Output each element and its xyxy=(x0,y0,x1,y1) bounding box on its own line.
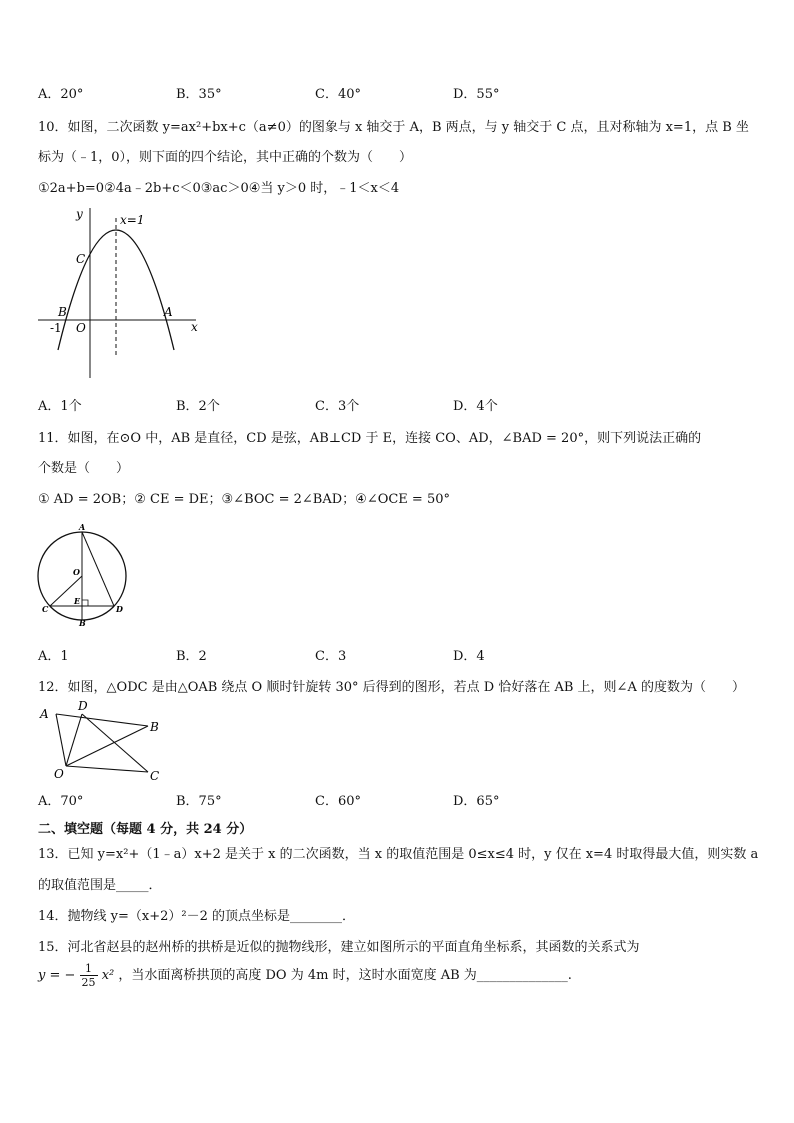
label-e: E xyxy=(74,596,81,606)
label-a: A xyxy=(79,522,86,532)
segment-oa xyxy=(56,714,66,766)
segment-ob xyxy=(66,726,148,766)
q15-stem-line1: 15．河北省赵县的赵州桥的拱桥是近似的抛物线形，建立如图所示的平面直角坐标系，其函数的关系式为 xyxy=(38,940,640,955)
formula-suffix: x² xyxy=(101,968,115,983)
section-fill-in-title: 二、填空题（每题 4 分，共 24 分） xyxy=(38,822,253,837)
symmetry-label: x=1 xyxy=(120,213,145,227)
segment-ab xyxy=(56,714,148,726)
q9-option-a[interactable]: A．20° xyxy=(38,87,84,102)
q11-option-c[interactable]: C．3 xyxy=(315,649,347,664)
q11-option-d[interactable]: D．4 xyxy=(453,649,485,664)
origin-label: O xyxy=(76,321,86,335)
q10-options xyxy=(38,395,598,413)
q10-option-d[interactable]: D．4个 xyxy=(453,399,498,414)
q12-options xyxy=(38,790,598,808)
label-b: B xyxy=(79,618,86,628)
q10-parabola-graph xyxy=(36,200,206,382)
q10-stem-line2: 标为（﹣1，0），则下面的四个结论，其中正确的个数为（ ） xyxy=(38,150,413,165)
q9-option-b[interactable]: B．35° xyxy=(176,87,222,102)
q12-option-d[interactable]: D．65° xyxy=(453,794,500,809)
q11-option-b[interactable]: B．2 xyxy=(176,649,207,664)
label-d: D xyxy=(78,699,88,713)
label-d: D xyxy=(116,604,123,614)
q11-statements: ① AD = 2OB；② CE = DE；③∠BOC = 2∠BAD；④∠OCE = 50° xyxy=(38,492,451,507)
formula-denominator: 25 xyxy=(81,976,96,989)
q12-option-c[interactable]: C．60° xyxy=(315,794,361,809)
label-c: C xyxy=(150,769,160,783)
q10-stem-line1: 10．如图，二次函数 y=ax²+bx+c（a≠0）的图象与 x 轴交于 A，B 两点，与 y 轴交于 C 点，且对称轴为 x=1，点 B 坐 xyxy=(38,120,749,135)
q14-stem[interactable]: 14．抛物线 y=（x+2）²－2 的顶点坐标是________． xyxy=(38,909,356,924)
q11-option-a[interactable]: A．1 xyxy=(38,649,69,664)
label-o: O xyxy=(54,767,64,781)
label-c: C xyxy=(42,604,49,614)
q9-option-c[interactable]: C．40° xyxy=(315,87,361,102)
segment-dc xyxy=(82,714,148,772)
label-o: O xyxy=(73,567,80,577)
formula-fraction xyxy=(80,962,98,989)
q11-options xyxy=(38,645,598,663)
q15-formula-line xyxy=(38,962,572,996)
point-c-label: C xyxy=(76,252,86,266)
q15-stem-line2[interactable]: ，当水面离桥拱顶的高度 DO 为 4m 时，这时水面宽度 AB 为______________. xyxy=(118,968,572,983)
right-angle-mark xyxy=(82,600,88,606)
formula-prefix: y = − xyxy=(38,968,76,983)
label-b: B xyxy=(150,720,159,734)
q10-option-a[interactable]: A．1个 xyxy=(38,399,82,414)
q10-option-c[interactable]: C．3个 xyxy=(315,399,360,414)
q12-rotation-figure xyxy=(36,698,168,784)
y-axis-label: y xyxy=(76,207,83,221)
q13-stem-line2[interactable]: 的取值范围是_____． xyxy=(38,878,162,893)
segment-od xyxy=(66,714,82,766)
q12-option-a[interactable]: A．70° xyxy=(38,794,84,809)
x-axis-label: x xyxy=(191,320,198,334)
q10-option-b[interactable]: B．2个 xyxy=(176,399,220,414)
q9-options xyxy=(38,83,598,101)
segment-oc xyxy=(66,766,148,772)
q11-circle-figure xyxy=(36,520,132,628)
q12-option-b[interactable]: B．75° xyxy=(176,794,222,809)
q9-option-d[interactable]: D．55° xyxy=(453,87,500,102)
q11-stem-line2: 个数是（ ） xyxy=(38,461,130,476)
point-a-label: A xyxy=(164,305,173,319)
q10-conclusions: ①2a+b=0②4a﹣2b+c＜0③ac＞0④当 y＞0 时，﹣1＜x＜4 xyxy=(38,181,400,196)
segment-ad xyxy=(82,532,114,606)
q13-stem-line1: 13．已知 y=x²+（1﹣a）x+2 是关于 x 的二次函数，当 x 的取值范围是 0≤x≤4 时，y 仅在 x=4 时取得最大值，则实数 a xyxy=(38,847,759,862)
neg-one-label: -1 xyxy=(50,321,62,335)
label-a: A xyxy=(40,707,49,721)
point-b-label: B xyxy=(58,305,67,319)
formula-numerator: 1 xyxy=(80,962,98,976)
q11-stem-line1: 11．如图，在⊙O 中，AB 是直径，CD 是弦，AB⊥CD 于 E，连接 CO、AD，∠BAD = 20°，则下列说法正确的 xyxy=(38,431,702,446)
q12-stem: 12．如图，△ODC 是由△OAB 绕点 O 顺时针旋转 30° 后得到的图形，若点 D 恰好落在 AB 上，则∠A 的度数为（ ） xyxy=(38,680,745,695)
